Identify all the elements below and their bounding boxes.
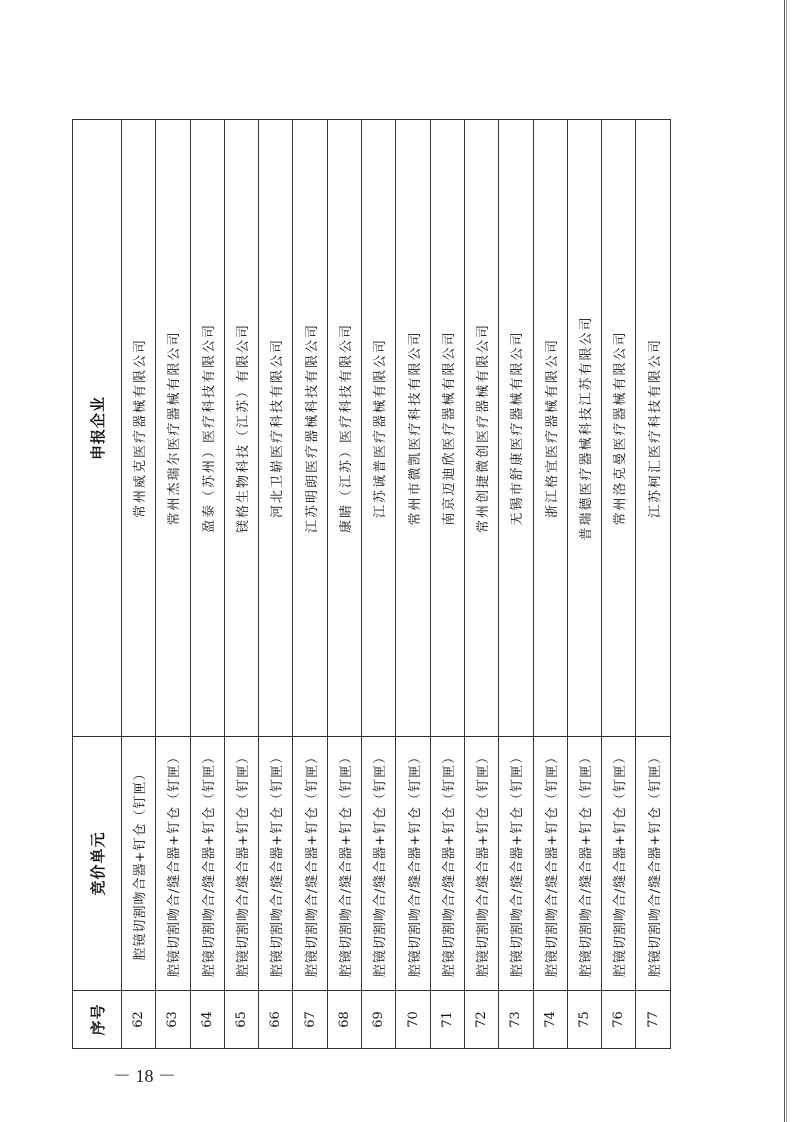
row-bidding-unit-cell: 腔镜切割吻合/缝合器+钉仓（钉匣） xyxy=(533,737,567,991)
table-row xyxy=(396,120,430,1049)
header-index: 序号 xyxy=(73,991,122,1049)
row-index-cell: 64 xyxy=(190,991,224,1049)
table-row xyxy=(567,120,601,1049)
page-edge-line-shadow xyxy=(786,0,787,1122)
row-bidding-unit-cell: 腔镜切割吻合/缝合器+钉仓（钉匣） xyxy=(190,737,224,991)
row-enterprise-cell: 镁格生物科技（江苏）有限公司 xyxy=(224,120,258,737)
row-enterprise-cell: 常州威克医疗器械有限公司 xyxy=(122,120,156,737)
header-bidding-unit: 竞价单元 xyxy=(73,737,122,991)
row-enterprise-cell: 常州杰瑞尔医疗器械有限公司 xyxy=(156,120,190,737)
page-edge-line xyxy=(784,0,785,1122)
table-row xyxy=(122,120,156,1049)
row-bidding-unit-cell: 腔镜切割吻合/缝合器+钉仓（钉匣） xyxy=(259,737,293,991)
table-row xyxy=(362,120,396,1049)
row-bidding-unit-cell: 腔镜切割吻合/缝合器+钉仓（钉匣） xyxy=(396,737,430,991)
row-enterprise-cell: 南京迈迪欣医疗器械有限公司 xyxy=(430,120,464,737)
row-index-cell: 63 xyxy=(156,991,190,1049)
row-enterprise-cell: 普瑞德医疗器械科技江苏有限公司 xyxy=(567,120,601,737)
row-bidding-unit-cell: 腔镜切割吻合/缝合器+钉仓（钉匣） xyxy=(567,737,601,991)
row-enterprise-cell: 盈泰（苏州）医疗科技有限公司 xyxy=(190,120,224,737)
table-row xyxy=(499,120,533,1049)
row-index-cell: 66 xyxy=(259,991,293,1049)
bidding-table xyxy=(72,119,671,1049)
row-index-cell: 65 xyxy=(224,991,258,1049)
page-number: － 18 － xyxy=(113,1066,176,1086)
row-index-cell: 77 xyxy=(636,991,670,1049)
row-enterprise-cell: 康睛（江苏）医疗科技有限公司 xyxy=(327,120,361,737)
table-row xyxy=(533,120,567,1049)
row-index-cell: 75 xyxy=(567,991,601,1049)
table-row xyxy=(327,120,361,1049)
row-index-cell: 67 xyxy=(293,991,327,1049)
row-index-cell: 71 xyxy=(430,991,464,1049)
row-bidding-unit-cell: 腔镜切割吻合/缝合器+钉仓（钉匣） xyxy=(327,737,361,991)
row-enterprise-cell: 常州市微凯医疗科技有限公司 xyxy=(396,120,430,737)
row-bidding-unit-cell: 腔镜切割吻合/缝合器+钉仓（钉匣） xyxy=(602,737,636,991)
header-enterprise: 申报企业 xyxy=(73,120,122,737)
row-bidding-unit-cell: 腔镜切割吻合/缝合器+钉仓（钉匣） xyxy=(430,737,464,991)
row-bidding-unit-cell: 腔镜切割吻合/缝合器+钉仓（钉匣） xyxy=(362,737,396,991)
row-index-cell: 72 xyxy=(464,991,498,1049)
row-bidding-unit-cell: 腔镜切割吻合/缝合器+钉仓（钉匣） xyxy=(464,737,498,991)
table-row xyxy=(464,120,498,1049)
row-bidding-unit-cell: 腔镜切割吻合/缝合器+钉仓（钉匣） xyxy=(499,737,533,991)
row-index-cell: 70 xyxy=(396,991,430,1049)
row-index-cell: 68 xyxy=(327,991,361,1049)
row-bidding-unit-cell: 腔镜切割吻合/缝合器+钉仓（钉匣） xyxy=(156,737,190,991)
row-bidding-unit-cell: 腔镜切割吻合/缝合器+钉仓（钉匣） xyxy=(224,737,258,991)
row-enterprise-cell: 无锡市舒康医疗器械有限公司 xyxy=(499,120,533,737)
table-header-row xyxy=(73,120,122,1049)
row-index-cell: 73 xyxy=(499,991,533,1049)
table-row xyxy=(156,120,190,1049)
row-enterprise-cell: 江苏诚普医疗器械有限公司 xyxy=(362,120,396,737)
table-body xyxy=(122,120,671,1049)
row-enterprise-cell: 河北卫崭医疗科技有限公司 xyxy=(259,120,293,737)
table-row xyxy=(636,120,670,1049)
row-enterprise-cell: 常州创捷微创医疗器械有限公司 xyxy=(464,120,498,737)
table-container xyxy=(72,120,670,1049)
row-bidding-unit-cell: 腔镜切割吻合/缝合器+钉仓（钉匣） xyxy=(293,737,327,991)
row-index-cell: 69 xyxy=(362,991,396,1049)
table-row xyxy=(293,120,327,1049)
row-bidding-unit-cell: 腔镜切割吻合/缝合器+钉仓（钉匣） xyxy=(636,737,670,991)
row-enterprise-cell: 江苏柯汇医疗科技有限公司 xyxy=(636,120,670,737)
table-row xyxy=(259,120,293,1049)
table-row xyxy=(190,120,224,1049)
row-enterprise-cell: 江苏明朗医疗器械科技有限公司 xyxy=(293,120,327,737)
table-row xyxy=(602,120,636,1049)
row-enterprise-cell: 常州洛克曼医疗器械有限公司 xyxy=(602,120,636,737)
row-index-cell: 62 xyxy=(122,991,156,1049)
table-row xyxy=(430,120,464,1049)
row-index-cell: 76 xyxy=(602,991,636,1049)
row-bidding-unit-cell: 腔镜切割吻合器+钉仓（钉匣） xyxy=(122,737,156,991)
table-row xyxy=(224,120,258,1049)
row-enterprise-cell: 浙江格宜医疗器械有限公司 xyxy=(533,120,567,737)
row-index-cell: 74 xyxy=(533,991,567,1049)
